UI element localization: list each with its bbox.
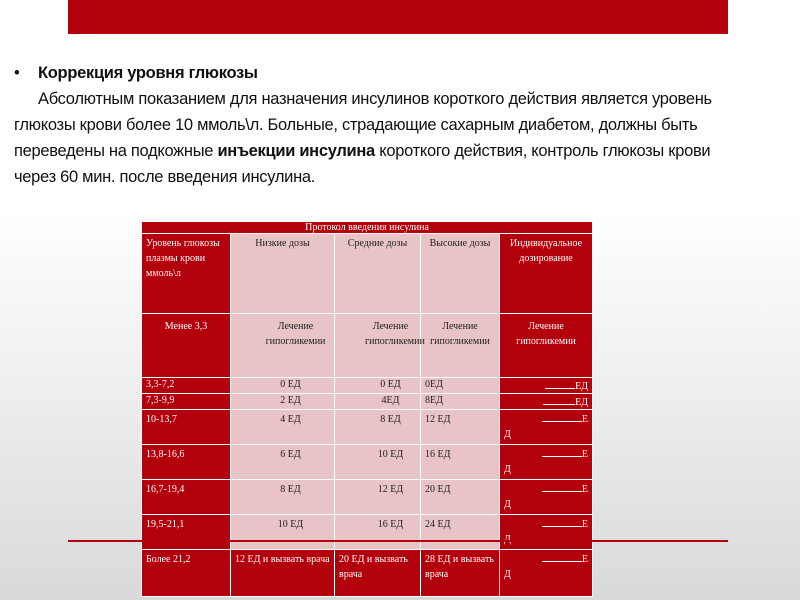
row-low: 4 ЕД xyxy=(231,410,335,445)
row-high: 8ЕД xyxy=(421,394,500,410)
bullet-icon: • xyxy=(14,64,20,82)
row-level: 19,5-21,1 xyxy=(142,515,231,550)
row-low: 12 ЕД и вызвать врача xyxy=(231,550,335,597)
slide-heading xyxy=(14,60,754,86)
row-individual: ЕД xyxy=(500,394,593,410)
row-mid: 12 ЕД xyxy=(335,480,421,515)
row-high: 0ЕД xyxy=(421,378,500,394)
paragraph-part2: короткого действия, контроль глюкозы крови через 60 мин. после введения инсулина. xyxy=(14,142,711,186)
table-row xyxy=(142,410,593,445)
row-high: 24 ЕД xyxy=(421,515,500,550)
row-high: 20 ЕД xyxy=(421,480,500,515)
row-mid: 4ЕД xyxy=(335,394,421,410)
table-row xyxy=(142,480,593,515)
header-high: Высокие дозы xyxy=(421,234,500,314)
row-mid: 0 ЕД xyxy=(335,378,421,394)
row-mid: 8 ЕД xyxy=(335,410,421,445)
row-level: Менее 3,3 xyxy=(142,314,231,378)
row-level: 7,3-9,9 xyxy=(142,394,231,410)
table-title: Протокол введения инсулина xyxy=(142,222,593,234)
row-high: Лечение гипогликемии xyxy=(421,314,500,378)
row-individual: Е Д xyxy=(500,410,593,445)
header-level: Уровень глюкозы плазмы крови ммоль\л xyxy=(142,234,231,314)
row-low: 2 ЕД xyxy=(231,394,335,410)
table-row xyxy=(142,314,593,378)
table-row xyxy=(142,378,593,394)
row-level: Более 21,2 xyxy=(142,550,231,597)
row-mid: 20 ЕД и вызвать врача xyxy=(335,550,421,597)
paragraph-bold: инъекции инсулина xyxy=(217,142,375,160)
header-low: Низкие дозы xyxy=(231,234,335,314)
row-mid: Лечение гипогликемии xyxy=(335,314,421,378)
row-low: 0 ЕД xyxy=(231,378,335,394)
row-high: 28 ЕД и вызвать врача xyxy=(421,550,500,597)
row-level: 13,8-16,6 xyxy=(142,445,231,480)
header-individual: Индивидуальное дозирование xyxy=(500,234,593,314)
table-row xyxy=(142,394,593,410)
row-level: 10-13,7 xyxy=(142,410,231,445)
row-individual: Е Д xyxy=(500,480,593,515)
row-low: 8 ЕД xyxy=(231,480,335,515)
row-low: 10 ЕД xyxy=(231,515,335,550)
table-row xyxy=(142,550,593,597)
row-individual: Е Д xyxy=(500,550,593,597)
row-level: 3,3-7,2 xyxy=(142,378,231,394)
top-accent-bar xyxy=(68,0,728,34)
row-high: 12 ЕД xyxy=(421,410,500,445)
bottom-accent-line xyxy=(68,540,728,542)
row-level: 16,7-19,4 xyxy=(142,480,231,515)
row-low: Лечение гипогликемии xyxy=(231,314,335,378)
row-mid: 10 ЕД xyxy=(335,445,421,480)
table-row xyxy=(142,515,593,550)
row-individual: Е xyxy=(500,515,593,550)
row-low: 6 ЕД xyxy=(231,445,335,480)
row-individual: ЕД xyxy=(500,378,593,394)
row-mid: 16 ЕД xyxy=(335,515,421,550)
header-mid: Средние дозы xyxy=(335,234,421,314)
slide-paragraph xyxy=(14,86,754,190)
row-high: 16 ЕД xyxy=(421,445,500,480)
row-individual: Лечение гипогликемии xyxy=(500,314,593,378)
paragraph-part1: Абсолютным показанием для назначения инсулинов короткого действия является уровень глюкозы крови более 10 ммоль\л. Больные, страдающие сахарным диабетом, должны быть переведены на подкожные xyxy=(14,90,712,160)
row-individual: Е Д xyxy=(500,445,593,480)
table-row xyxy=(142,445,593,480)
heading-text: Коррекция уровня глюкозы xyxy=(38,64,258,82)
slide-text xyxy=(14,60,754,190)
